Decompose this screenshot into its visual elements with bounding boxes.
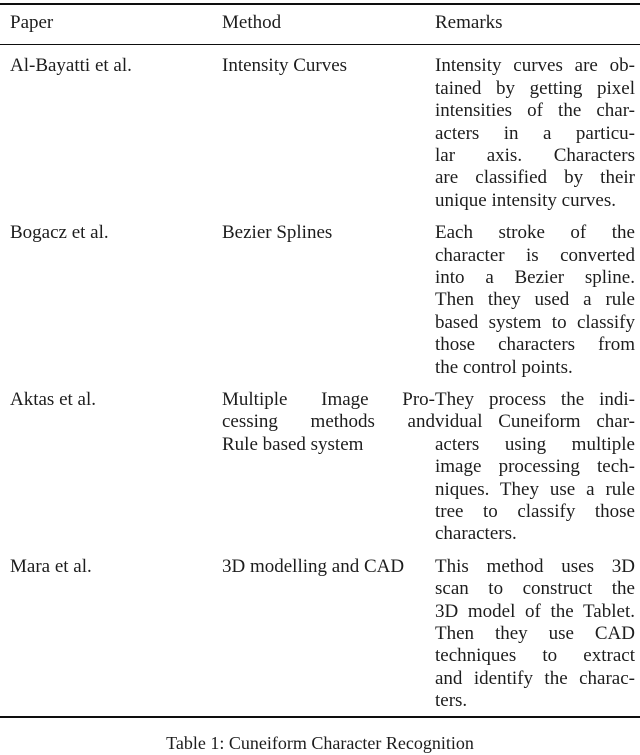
remarks-cell (435, 389, 635, 546)
remarks-line: Then they use CAD (435, 623, 635, 645)
method-line: Intensity Curves (222, 55, 348, 77)
paper-name: Aktas et al. (10, 388, 97, 410)
paper-cell (10, 389, 222, 546)
table-header-row (0, 5, 635, 44)
remarks-line: tained by getting pixel (435, 77, 635, 99)
paper-cell (10, 55, 222, 212)
remarks-line: the control points. (435, 356, 573, 378)
remarks-line: Each stroke of the (435, 222, 635, 244)
remarks-line: tree to classify those (435, 501, 635, 523)
method-line: Multiple Image Pro- (222, 388, 435, 410)
method-cell (222, 55, 435, 212)
remarks-line: based system to classify (435, 311, 635, 333)
remarks-line: intensities of the char- (435, 100, 635, 122)
remarks-line: and identify the charac- (435, 667, 635, 689)
method-cell (222, 389, 435, 546)
remarks-cell (435, 556, 635, 713)
remarks-line: unique intensity curves. (435, 189, 616, 211)
remarks-line: are classified by their (435, 167, 635, 189)
method-line: cessing methods and (222, 411, 435, 433)
remarks-line: Intensity curves are ob- (435, 55, 635, 77)
remarks-cell (435, 222, 635, 379)
paper-page (0, 3, 640, 754)
remarks-line: 3D model of the Tablet. (435, 600, 635, 622)
paper-cell (10, 222, 222, 379)
table-caption: Table 1: Cuneiform Character Recognition (166, 733, 474, 754)
remarks-line: acters using multiple (435, 433, 635, 455)
remarks-cell (435, 55, 635, 212)
remarks-line: those characters from (435, 334, 635, 356)
table-bottom-rule (0, 716, 640, 719)
method-line: Bezier Splines (222, 222, 333, 244)
table-body (0, 45, 640, 715)
method-cell (222, 556, 435, 713)
remarks-line: They process the indi- (435, 388, 635, 410)
method-line: 3D modelling and CAD (222, 555, 405, 577)
paper-name: Al-Bayatti et al. (10, 55, 132, 77)
remarks-line: acters in a particu- (435, 122, 635, 144)
remarks-line: character is converted (435, 244, 635, 266)
table-row (0, 546, 635, 716)
column-header-method: Method (222, 11, 282, 33)
paper-name: Bogacz et al. (10, 222, 109, 244)
remarks-line: ters. (435, 690, 468, 712)
table-row (0, 212, 635, 379)
remarks-line: vidual Cuneiform char- (435, 411, 635, 433)
method-cell (222, 222, 435, 379)
remarks-line: Then they used a rule (435, 289, 635, 311)
paper-cell (10, 556, 222, 713)
remarks-line: into a Bezier spline. (435, 266, 635, 288)
remarks-line: image processing tech- (435, 456, 635, 478)
table-row (0, 45, 635, 212)
remarks-line: characters. (435, 523, 517, 545)
column-header-remarks: Remarks (435, 11, 503, 33)
table-row (0, 379, 635, 546)
method-line: Rule based system (222, 433, 364, 455)
remarks-line: techniques to extract (435, 645, 635, 667)
remarks-line: niques. They use a rule (435, 478, 635, 500)
paper-name: Mara et al. (10, 555, 92, 577)
remarks-line: scan to construct the (435, 578, 635, 600)
remarks-line: This method uses 3D (435, 555, 635, 577)
column-header-paper: Paper (10, 11, 54, 33)
remarks-line: lar axis. Characters (435, 144, 635, 166)
